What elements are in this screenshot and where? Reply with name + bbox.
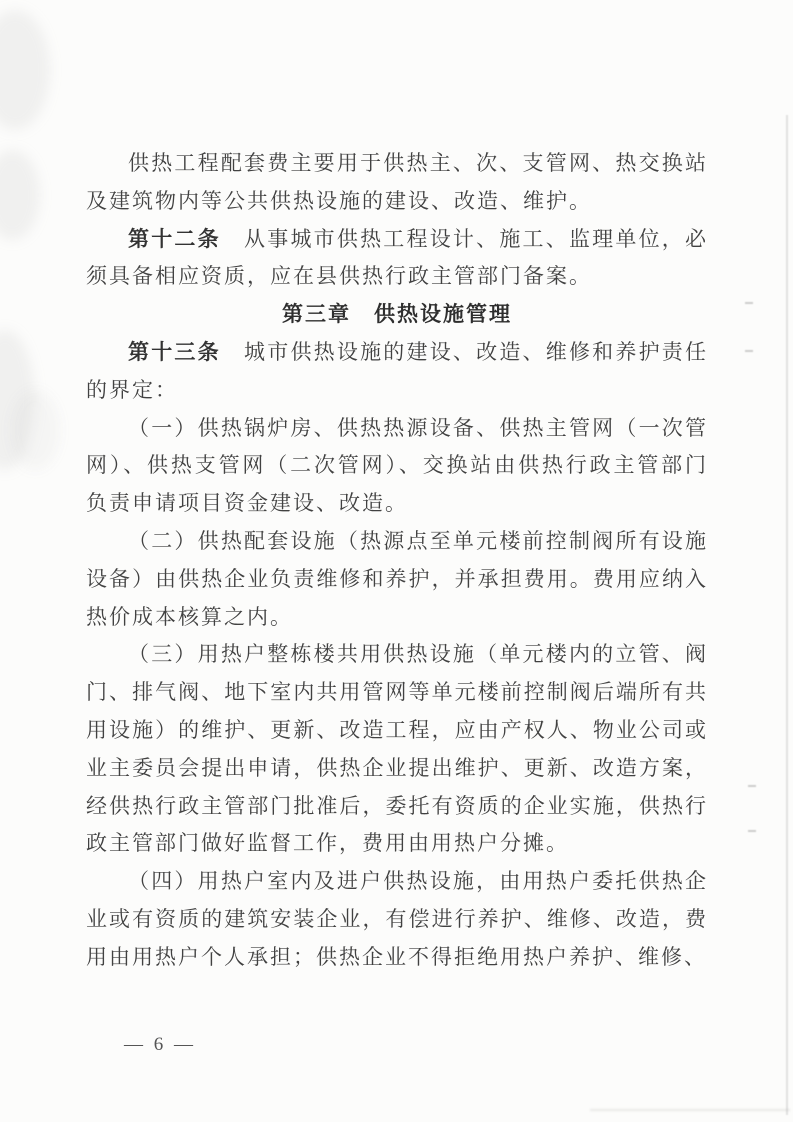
paragraph-article-13 [86,334,708,410]
paragraph-fee-usage: 供热工程配套费主要用于供热主、次、支管网、热交换站及建筑物内等公共供热设施的建设、改造、维护。 [86,151,708,213]
paragraph-item-3: （三）用热户整栋楼共用供热设施（单元楼内的立管、阀门、排气阀、地下室内共用管网等单元楼前控制阀后端所有共用设施）的维护、更新、改造工程，应由产权人、物业公司或业主委员会提出申请，供热企业提出维护、更新、改造方案，经供热行政主管部门批准后，委托有资质的企业实施，供热行政主管部门做好监督工作，费用由用热户分摊。 [86,642,708,856]
scan-speck [745,302,753,304]
scan-smudge [10,390,60,470]
scan-speck [745,350,753,352]
article-12-label: 第十二条 [128,227,221,251]
scan-smudge [0,10,50,130]
paragraph-item-2: （二）供热配套设施（热源点至单元楼前控制阀所有设施设备）由供热企业负责维修和养护，并承担费用。费用应纳入热价成本核算之内。 [86,528,708,629]
article-12-text: 从事城市供热工程设计、施工、监理单位，必须具备相应资质，应在县供热行政主管部门备案。 [86,226,709,289]
scan-speck [748,830,756,832]
paragraph-item-1: （一）供热锅炉房、供热热源设备、供热主管网（一次管网）、供热支管网（二次管网）、交换站由供热行政主管部门负责申请项目资金建设、改造。 [86,415,708,516]
paragraph-article-12 [86,221,708,297]
scan-edge-shadow [786,115,788,1115]
article-13-text: 城市供热设施的建设、改造、维修和养护责任的界定： [86,339,709,402]
scan-bottom-shadow [590,1109,790,1111]
paragraph-item-4: （四）用热户室内及进户供热设施，由用热户委托供热企业或有资质的建筑安装企业，有偿进行养护、维修、改造，费用由用热户个人承担；供热企业不得拒绝用热户养护、维修、 [86,869,708,969]
article-13-label: 第十三条 [128,340,221,364]
chapter-3-heading: 第三章 供热设施管理 [282,303,512,327]
page-number: — 6 — [124,1034,196,1055]
document-body [86,145,708,977]
scan-speck [748,785,756,787]
scan-smudge [0,150,40,240]
